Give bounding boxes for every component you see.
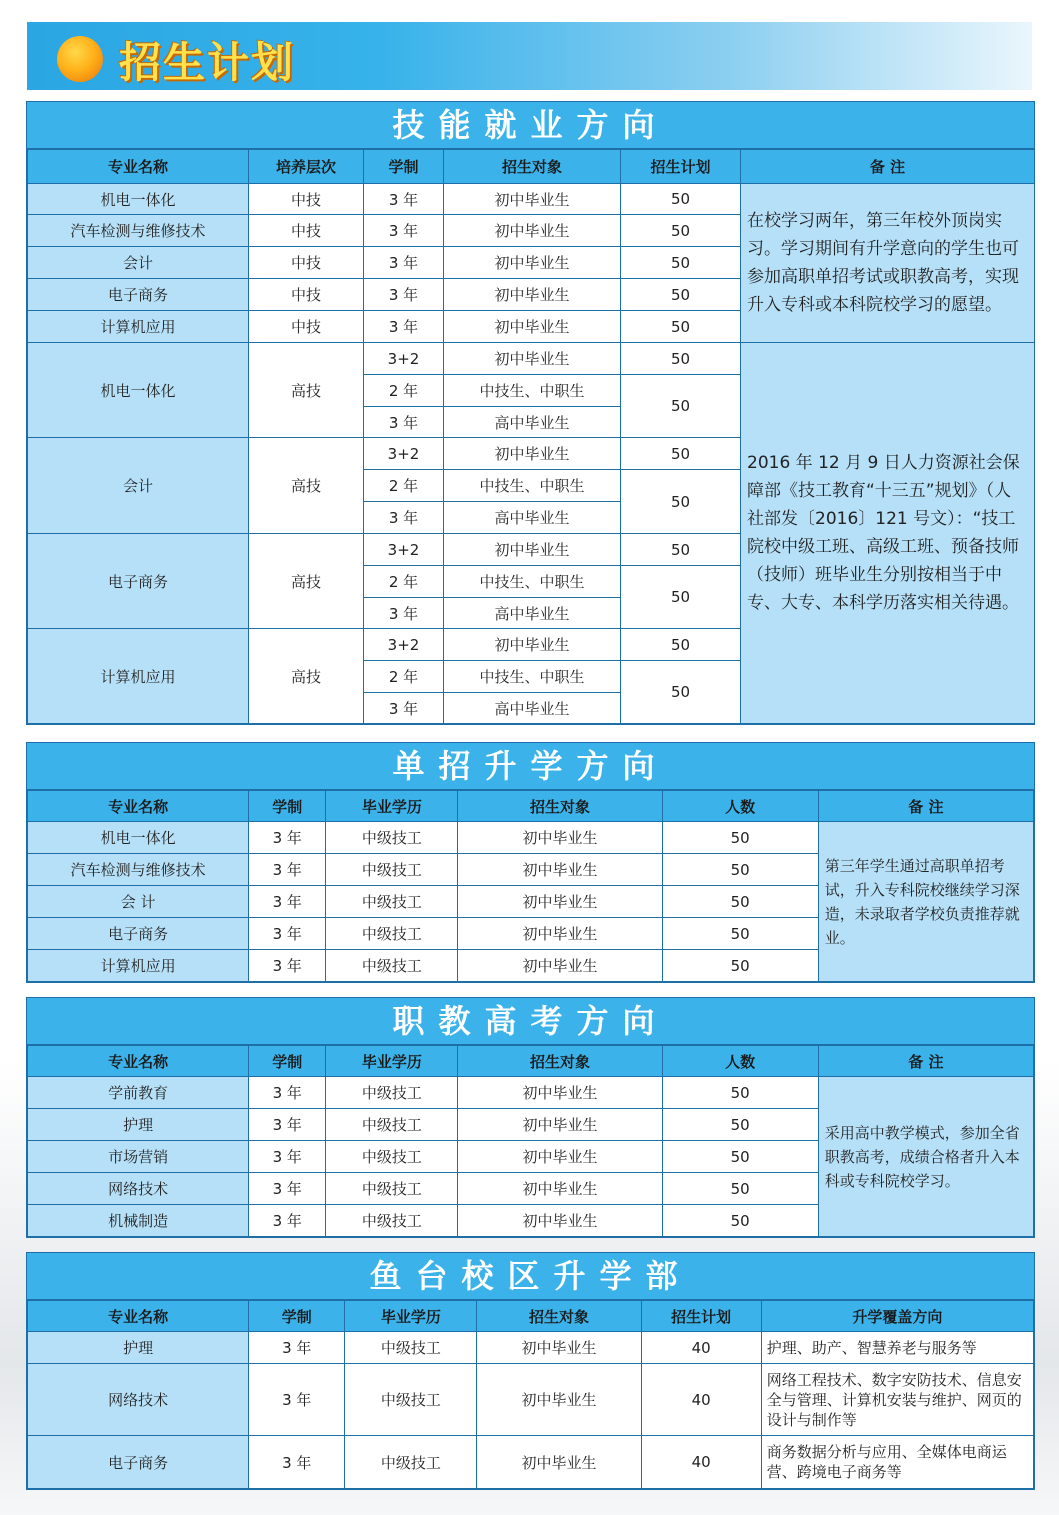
major-name: 网络技术 — [28, 1364, 249, 1436]
plan: 50 — [621, 629, 741, 661]
plan: 50 — [621, 343, 741, 375]
coverage: 护理、助产、智慧养老与服务等 — [761, 1332, 1033, 1364]
col-header: 专业名称 — [28, 150, 249, 184]
major-name: 市场营销 — [28, 1141, 249, 1173]
years: 3 年 — [364, 247, 444, 279]
col-header: 学制 — [364, 150, 444, 184]
coverage: 商务数据分析与应用、全媒体电商运营、跨境电子商务等 — [761, 1436, 1033, 1489]
plan: 50 — [621, 184, 741, 215]
target: 初中毕业生 — [444, 311, 621, 343]
target: 初中毕业生 — [458, 822, 662, 854]
note: 采用高中教学模式，参加全省职教高考，成绩合格者升入本科或专科院校学习。 — [818, 1077, 1033, 1237]
count: 50 — [662, 1077, 818, 1109]
col-header: 招生计划 — [621, 150, 741, 184]
target: 初中毕业生 — [458, 886, 662, 918]
target: 初中毕业生 — [444, 438, 621, 470]
section-skill-employment — [26, 101, 1035, 725]
education: 中级技工 — [326, 950, 458, 982]
level: 中技 — [249, 184, 364, 215]
col-header: 学制 — [249, 791, 326, 822]
target: 初中毕业生 — [477, 1436, 641, 1489]
note: 2016 年 12 月 9 日人力资源社会保障部《技工教育“十三五”规划》（人社部发〔2016〕121 号文）：“技工院校中级工班、高级工班、预备技师（技师）班毕业生分别按相当于中专、大专、本科学历落实相关待遇。 — [741, 343, 1035, 724]
col-header: 毕业学历 — [345, 1301, 477, 1332]
years: 3 年 — [249, 918, 326, 950]
note: 第三年学生通过高职单招考试，升入专科院校继续学习深造，未录取者学校负责推荐就业。 — [818, 822, 1033, 982]
target: 初中毕业生 — [444, 215, 621, 247]
count: 50 — [662, 1173, 818, 1205]
target: 初中毕业生 — [477, 1332, 641, 1364]
level: 高技 — [249, 629, 364, 724]
col-header: 招生计划 — [641, 1301, 761, 1332]
target: 初中毕业生 — [458, 1109, 662, 1141]
col-header: 备 注 — [818, 791, 1033, 822]
col-header: 招生对象 — [444, 150, 621, 184]
target: 初中毕业生 — [444, 534, 621, 566]
years: 3+2 — [364, 534, 444, 566]
level: 中技 — [249, 279, 364, 311]
level: 高技 — [249, 343, 364, 438]
major-name: 电子商务 — [28, 918, 249, 950]
count: 50 — [662, 950, 818, 982]
major-name: 机械制造 — [28, 1205, 249, 1237]
target: 中技生、中职生 — [444, 375, 621, 407]
education: 中级技工 — [326, 918, 458, 950]
target: 初中毕业生 — [458, 950, 662, 982]
years: 2 年 — [364, 470, 444, 502]
education: 中级技工 — [326, 1141, 458, 1173]
major-name: 电子商务 — [28, 1436, 249, 1489]
plan: 50 — [621, 438, 741, 470]
target: 初中毕业生 — [444, 247, 621, 279]
col-header: 招生对象 — [477, 1301, 641, 1332]
years: 3+2 — [364, 438, 444, 470]
col-header: 学制 — [249, 1301, 345, 1332]
education: 中级技工 — [326, 822, 458, 854]
table-row — [28, 822, 1034, 854]
col-header: 培养层次 — [249, 150, 364, 184]
count: 50 — [662, 1109, 818, 1141]
major-name: 机电一体化 — [28, 184, 249, 215]
major-name: 护理 — [28, 1109, 249, 1141]
col-header: 毕业学历 — [326, 1046, 458, 1077]
target: 高中毕业生 — [444, 502, 621, 534]
count: 50 — [662, 1205, 818, 1237]
section-title: 鱼台校区升学部 — [27, 1253, 1034, 1300]
years: 3 年 — [249, 950, 326, 982]
years: 3 年 — [249, 1173, 326, 1205]
major-name: 会 计 — [28, 886, 249, 918]
table-row — [28, 1436, 1034, 1489]
single-admission-table — [27, 790, 1034, 982]
plan: 50 — [621, 247, 741, 279]
years: 3+2 — [364, 629, 444, 661]
major-name: 计算机应用 — [28, 950, 249, 982]
major-name: 网络技术 — [28, 1173, 249, 1205]
target: 中技生、中职生 — [444, 661, 621, 693]
target: 初中毕业生 — [444, 184, 621, 215]
education: 中级技工 — [326, 886, 458, 918]
col-header: 学制 — [249, 1046, 326, 1077]
section-single-admission — [26, 742, 1035, 983]
years: 2 年 — [364, 375, 444, 407]
target: 初中毕业生 — [458, 1205, 662, 1237]
years: 3+2 — [364, 343, 444, 375]
plan: 50 — [621, 534, 741, 566]
col-header: 人数 — [662, 1046, 818, 1077]
years: 3 年 — [364, 502, 444, 534]
header-banner — [27, 22, 1032, 90]
years: 3 年 — [249, 822, 326, 854]
major-name: 机电一体化 — [28, 343, 249, 438]
plan: 50 — [621, 215, 741, 247]
col-header: 招生对象 — [458, 791, 662, 822]
years: 3 年 — [249, 1077, 326, 1109]
section-yutai-campus — [26, 1252, 1035, 1490]
table-row — [28, 1364, 1034, 1436]
major-name: 计算机应用 — [28, 629, 249, 724]
sun-icon — [57, 36, 103, 82]
years: 3 年 — [249, 854, 326, 886]
col-header: 专业名称 — [28, 791, 249, 822]
education: 中级技工 — [326, 1205, 458, 1237]
note: 在校学习两年，第三年校外顶岗实习。学习期间有升学意向的学生也可参加高职单招考试或职教高考，实现升入专科或本科院校学习的愿望。 — [741, 184, 1035, 343]
target: 初中毕业生 — [444, 279, 621, 311]
col-header: 备 注 — [741, 150, 1035, 184]
section-title: 职教高考方向 — [27, 998, 1034, 1045]
plan: 40 — [641, 1364, 761, 1436]
table-row — [28, 184, 1035, 215]
level: 高技 — [249, 534, 364, 629]
years: 3 年 — [249, 1205, 326, 1237]
years: 2 年 — [364, 566, 444, 598]
level: 高技 — [249, 438, 364, 534]
years: 3 年 — [249, 1364, 345, 1436]
plan: 50 — [621, 375, 741, 438]
yutai-campus-table — [27, 1300, 1034, 1489]
major-name: 计算机应用 — [28, 311, 249, 343]
count: 50 — [662, 918, 818, 950]
count: 50 — [662, 886, 818, 918]
section-title: 单招升学方向 — [27, 743, 1034, 790]
plan: 50 — [621, 311, 741, 343]
level: 中技 — [249, 215, 364, 247]
years: 3 年 — [249, 886, 326, 918]
target: 初中毕业生 — [458, 1141, 662, 1173]
years: 3 年 — [364, 693, 444, 724]
education: 中级技工 — [345, 1364, 477, 1436]
years: 3 年 — [364, 215, 444, 247]
target: 初中毕业生 — [458, 1077, 662, 1109]
years: 3 年 — [249, 1436, 345, 1489]
col-header: 毕业学历 — [326, 791, 458, 822]
major-name: 电子商务 — [28, 279, 249, 311]
major-name: 会计 — [28, 438, 249, 534]
plan: 50 — [621, 566, 741, 629]
table-row — [28, 1332, 1034, 1364]
years: 3 年 — [364, 598, 444, 629]
target: 高中毕业生 — [444, 407, 621, 438]
target: 初中毕业生 — [477, 1364, 641, 1436]
table-row — [28, 343, 1035, 375]
major-name: 护理 — [28, 1332, 249, 1364]
education: 中级技工 — [326, 1109, 458, 1141]
target: 初中毕业生 — [444, 343, 621, 375]
target: 高中毕业生 — [444, 598, 621, 629]
target: 初中毕业生 — [458, 918, 662, 950]
count: 50 — [662, 854, 818, 886]
target: 初中毕业生 — [458, 854, 662, 886]
target: 初中毕业生 — [444, 629, 621, 661]
col-header: 人数 — [662, 791, 818, 822]
major-name: 电子商务 — [28, 534, 249, 629]
years: 3 年 — [364, 184, 444, 215]
education: 中级技工 — [326, 1077, 458, 1109]
target: 中技生、中职生 — [444, 470, 621, 502]
level: 中技 — [249, 311, 364, 343]
col-header: 专业名称 — [28, 1046, 249, 1077]
target: 高中毕业生 — [444, 693, 621, 724]
major-name: 学前教育 — [28, 1077, 249, 1109]
col-header: 升学覆盖方向 — [761, 1301, 1033, 1332]
education: 中级技工 — [326, 854, 458, 886]
major-name: 汽车检测与维修技术 — [28, 215, 249, 247]
years: 3 年 — [364, 407, 444, 438]
level: 中技 — [249, 247, 364, 279]
education: 中级技工 — [326, 1173, 458, 1205]
skill-employment-table — [27, 149, 1035, 724]
education: 中级技工 — [345, 1332, 477, 1364]
coverage: 网络工程技术、数字安防技术、信息安全与管理、计算机安装与维护、网页的设计与制作等 — [761, 1364, 1033, 1436]
years: 3 年 — [364, 279, 444, 311]
section-title: 技能就业方向 — [27, 102, 1034, 149]
years: 3 年 — [249, 1141, 326, 1173]
plan: 50 — [621, 279, 741, 311]
page-title: 招生计划 — [119, 38, 296, 87]
years: 2 年 — [364, 661, 444, 693]
major-name: 会计 — [28, 247, 249, 279]
major-name: 机电一体化 — [28, 822, 249, 854]
years: 3 年 — [249, 1109, 326, 1141]
years: 3 年 — [249, 1332, 345, 1364]
col-header: 招生对象 — [458, 1046, 662, 1077]
count: 50 — [662, 822, 818, 854]
col-header: 备 注 — [818, 1046, 1033, 1077]
plan: 50 — [621, 661, 741, 724]
target: 初中毕业生 — [458, 1173, 662, 1205]
years: 3 年 — [364, 311, 444, 343]
section-vocational-exam — [26, 997, 1035, 1238]
count: 50 — [662, 1141, 818, 1173]
vocational-exam-table — [27, 1045, 1034, 1237]
plan: 40 — [641, 1332, 761, 1364]
plan: 50 — [621, 470, 741, 534]
major-name: 汽车检测与维修技术 — [28, 854, 249, 886]
col-header: 专业名称 — [28, 1301, 249, 1332]
table-row — [28, 1077, 1034, 1109]
education: 中级技工 — [345, 1436, 477, 1489]
plan: 40 — [641, 1436, 761, 1489]
target: 中技生、中职生 — [444, 566, 621, 598]
